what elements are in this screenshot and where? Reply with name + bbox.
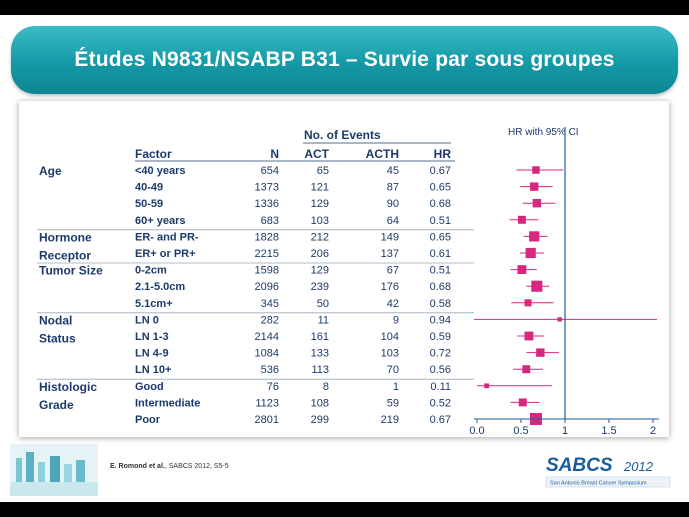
- group-label: Tumor Size: [39, 263, 103, 278]
- group-label: Nodal: [39, 313, 73, 328]
- acth-events: 9: [392, 314, 399, 327]
- col-header-hr: HR: [433, 147, 451, 161]
- citation-authors: E. Romond et al.: [110, 463, 165, 470]
- acth-events: 176: [380, 281, 399, 294]
- n-value: 683: [260, 214, 279, 227]
- hr-marker: [522, 365, 530, 373]
- events-header: No. of Events: [304, 128, 381, 142]
- act-events: 239: [310, 281, 329, 294]
- acth-events: 67: [386, 264, 399, 277]
- group-label: Grade: [39, 397, 74, 412]
- n-value: 282: [260, 314, 279, 327]
- hr-value: 0.56: [429, 364, 451, 377]
- n-value: 1123: [255, 397, 279, 410]
- act-events: 103: [310, 214, 329, 227]
- hr-value: 0.68: [429, 281, 451, 294]
- factor-label: Good: [135, 380, 164, 393]
- n-value: 2801: [254, 414, 279, 426]
- hr-marker: [524, 332, 533, 341]
- hr-value: 0.65: [429, 231, 451, 244]
- hr-value: 0.52: [429, 397, 451, 410]
- ci-header: HR with 95% CI: [508, 127, 579, 138]
- slide: [0, 15, 689, 502]
- group-label: Status: [39, 331, 76, 346]
- acth-events: 219: [380, 414, 399, 426]
- group-label: Age: [39, 164, 62, 178]
- acth-events: 1: [392, 380, 399, 393]
- factor-label: LN 4-9: [135, 347, 169, 360]
- act-events: 212: [310, 231, 329, 244]
- sabcs-logo-subtitle: San Antonio Breast Cancer Symposium: [550, 480, 647, 487]
- act-events: 129: [310, 264, 329, 277]
- act-events: 299: [310, 414, 329, 426]
- x-tick-label: 2: [649, 425, 657, 437]
- factor-label: Intermediate: [135, 397, 201, 410]
- n-value: 2144: [254, 331, 279, 343]
- acth-events: 103: [380, 347, 399, 360]
- hr-marker: [529, 231, 539, 241]
- col-header-act: ACT: [304, 147, 329, 161]
- title-bar: [11, 26, 678, 94]
- hr-value: 0.68: [429, 198, 451, 211]
- factor-label: LN 1-3: [135, 331, 169, 343]
- hr-marker: [526, 248, 536, 258]
- hr-value: 0.94: [429, 314, 451, 327]
- factor-label: ER- and PR-: [135, 231, 199, 244]
- hr-value: 0.51: [429, 264, 451, 277]
- x-tick-label: 1: [561, 425, 569, 437]
- act-events: 161: [310, 331, 329, 343]
- acth-events: 64: [386, 214, 399, 227]
- hr-value: 0.11: [430, 380, 451, 393]
- group-label: Histologic: [39, 379, 98, 394]
- col-header-acth: ACTH: [365, 147, 399, 161]
- act-events: 8: [322, 380, 329, 393]
- slide-title: Études N9831/NSABP B31 – Survie par sous groupes: [74, 48, 615, 71]
- sabcs-logo-year: 2012: [624, 459, 653, 474]
- hr-value: 0.61: [429, 248, 451, 260]
- acth-events: 90: [386, 198, 399, 211]
- hr-marker: [531, 281, 542, 292]
- acth-events: 149: [380, 231, 399, 244]
- x-tick-label: 1.5: [601, 425, 617, 437]
- acth-events: 42: [386, 297, 399, 310]
- n-value: 654: [260, 165, 279, 177]
- n-value: 536: [260, 364, 279, 377]
- hr-value: 0.65: [429, 181, 451, 194]
- factor-label: 5.1cm+: [135, 297, 173, 310]
- forest-plot-table: [19, 101, 669, 437]
- hr-value: 0.72: [429, 347, 451, 360]
- factor-label: ER+ or PR+: [135, 248, 196, 260]
- hr-value: 0.67: [429, 414, 451, 426]
- act-events: 50: [316, 297, 329, 310]
- act-events: 121: [310, 181, 329, 194]
- hr-marker: [530, 182, 538, 190]
- hr-marker: [532, 166, 540, 174]
- act-events: 108: [310, 397, 329, 410]
- n-value: 1373: [254, 181, 279, 194]
- x-tick-label: 0.0: [469, 425, 485, 437]
- factor-label: <40 years: [135, 165, 186, 177]
- act-events: 113: [311, 364, 329, 377]
- n-value: 2215: [254, 248, 279, 260]
- col-header-n: N: [270, 147, 279, 161]
- n-value: 76: [266, 380, 279, 393]
- factor-label: LN 10+: [135, 364, 172, 377]
- act-events: 129: [310, 198, 329, 211]
- conference-photo-logo: [10, 444, 98, 496]
- sabcs-logo-word: SABCS: [546, 455, 613, 476]
- act-events: 65: [316, 165, 329, 177]
- factor-label: LN 0: [135, 314, 159, 327]
- factor-label: 40-49: [135, 181, 164, 194]
- acth-events: 70: [386, 364, 399, 377]
- factor-label: 60+ years: [135, 214, 186, 227]
- group-label: Hormone: [39, 230, 92, 245]
- act-events: 11: [317, 314, 329, 327]
- hr-value: 0.59: [429, 331, 451, 343]
- acth-events: 104: [380, 331, 399, 343]
- sabcs-logo: [544, 449, 674, 493]
- act-events: 206: [310, 248, 329, 260]
- n-value: 2096: [254, 281, 279, 294]
- hr-marker: [517, 265, 526, 274]
- hr-marker: [484, 383, 489, 388]
- hr-value: 0.58: [429, 297, 451, 310]
- act-events: 133: [310, 347, 329, 360]
- n-value: 1336: [254, 198, 279, 211]
- n-value: 1598: [254, 264, 279, 277]
- col-header-factor: Factor: [135, 147, 172, 161]
- n-value: 1084: [254, 347, 279, 360]
- acth-events: 87: [386, 181, 399, 194]
- group-label: Receptor: [39, 248, 92, 263]
- factor-label: 0-2cm: [135, 264, 167, 277]
- citation-text: , SABCS 2012, S5-5: [164, 463, 229, 470]
- hr-value: 0.67: [429, 165, 451, 177]
- hr-value: 0.51: [429, 214, 451, 227]
- hr-marker: [518, 216, 526, 224]
- acth-events: 45: [386, 165, 399, 177]
- factor-label: 50-59: [135, 198, 164, 211]
- citation: [110, 463, 229, 470]
- acth-events: 59: [386, 397, 399, 410]
- factor-label: Poor: [135, 414, 161, 426]
- forest-plot-svg: [19, 101, 669, 437]
- n-value: 1828: [254, 231, 279, 244]
- factor-label: 2.1-5.0cm: [135, 281, 186, 294]
- acth-events: 137: [380, 248, 399, 260]
- x-tick-label: 0.5: [513, 425, 529, 437]
- hr-marker: [558, 317, 562, 321]
- hr-marker: [525, 299, 532, 306]
- hr-marker: [533, 199, 541, 207]
- hr-marker: [536, 348, 544, 356]
- hr-marker: [519, 398, 527, 406]
- n-value: 345: [260, 297, 279, 310]
